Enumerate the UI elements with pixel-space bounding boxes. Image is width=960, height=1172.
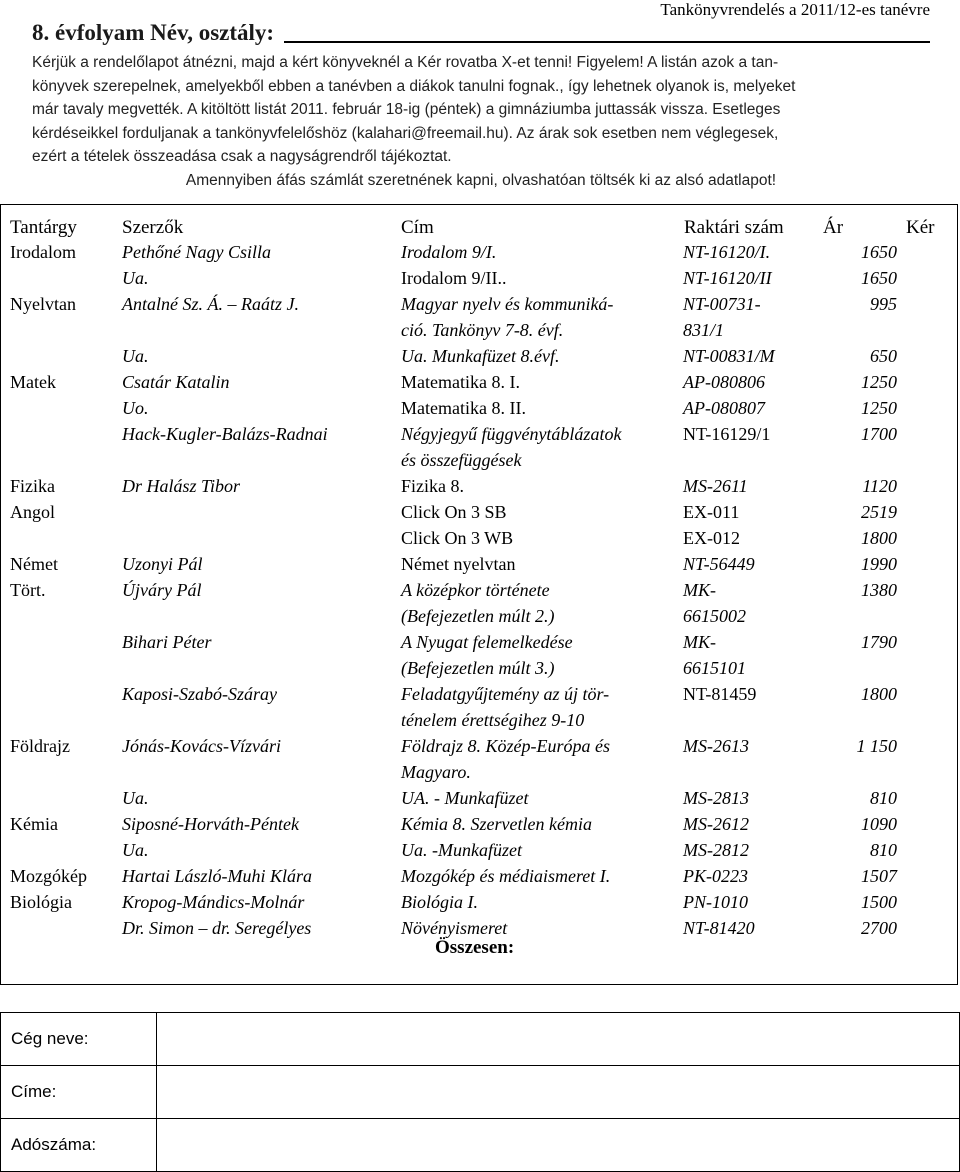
- order-mark-cell[interactable]: [906, 811, 951, 837]
- cell-author: Uzonyi Pál: [122, 554, 203, 574]
- order-mark-cell[interactable]: [906, 265, 951, 291]
- cell-price: 1090: [861, 814, 897, 834]
- order-mark-cell[interactable]: [906, 889, 951, 915]
- cell-price: 810: [870, 840, 897, 860]
- order-mark-cell[interactable]: [906, 525, 951, 551]
- cell-title: (Befejezetlen múlt 3.): [401, 658, 555, 678]
- cell-title: Magyar nyelv és kommuniká-: [401, 294, 614, 314]
- cell-code: 6615002: [683, 606, 746, 626]
- cell-author: Ua.: [122, 268, 149, 288]
- cell-title: Ua. -Munkafüzet: [401, 840, 522, 860]
- order-mark-cell[interactable]: [906, 395, 951, 421]
- column-header-price: Ár: [823, 217, 844, 238]
- cell-price: 1380: [861, 580, 897, 600]
- cell-code: AP-080806: [683, 372, 765, 392]
- company-tax-label: Adószáma:: [1, 1119, 157, 1172]
- cell-code: NT-81420: [683, 918, 755, 938]
- cell-title: ténelem érettségihez 9-10: [401, 710, 585, 730]
- order-mark-cell[interactable]: [906, 577, 951, 603]
- name-class-blank-line[interactable]: [284, 23, 930, 43]
- cell-title: Kémia 8. Szervetlen kémia: [401, 814, 592, 834]
- cell-title: Német nyelvtan: [401, 554, 516, 574]
- company-address-row: [1, 1066, 960, 1119]
- cell-author: Hartai László-Muhi Klára: [122, 866, 313, 886]
- cell-code: MS-2611: [683, 476, 748, 496]
- cell-code: NT-56449: [683, 554, 755, 574]
- order-mark-cell[interactable]: [906, 291, 951, 317]
- instructions-line: könyvek szerepelnek, amelyekből ebben a tanévben a diákok tanulni fognak., így lehetnek olyanok is, melyeket: [32, 77, 796, 95]
- cell-code: MS-2812: [683, 840, 749, 860]
- order-mark-cell[interactable]: [906, 863, 951, 889]
- cell-author: Csatár Katalin: [122, 372, 230, 392]
- cell-price: 1250: [861, 398, 897, 418]
- cell-price: 1500: [861, 892, 897, 912]
- cell-author: Ua.: [122, 840, 149, 860]
- cell-author: Dr. Simon – dr. Seregélyes: [122, 918, 312, 938]
- cell-title: Négyjegyű függvénytáblázatok: [401, 424, 622, 444]
- cell-title: Irodalom 9/II..: [401, 268, 507, 288]
- instructions-paragraph: [32, 51, 930, 192]
- cell-price: 1 150: [856, 736, 897, 756]
- cell-title: Magyaro.: [401, 762, 471, 782]
- cell-title: és összefüggések: [401, 450, 522, 470]
- cell-code: MS-2612: [683, 814, 749, 834]
- cell-price: 1650: [861, 268, 897, 288]
- cell-title: Biológia I.: [401, 892, 478, 912]
- instructions-line: ezért a tételek összeadása csak a nagyságrendről tájékoztat.: [32, 148, 452, 165]
- cell-title: ció. Tankönyv 7-8. évf.: [401, 320, 564, 340]
- cell-author: Ua.: [122, 788, 149, 808]
- order-year-caption: Tankönyvrendelés a 2011/12-es tanévre: [660, 0, 930, 19]
- cell-code: NT-00731-: [683, 294, 761, 314]
- cell-author: Kropog-Mándics-Molnár: [122, 892, 305, 912]
- cell-code: PK-0223: [683, 866, 748, 886]
- cell-subject: Matek: [10, 372, 56, 392]
- order-mark-cell[interactable]: [906, 421, 951, 447]
- cell-title: Ua. Munkafüzet 8.évf.: [401, 346, 560, 366]
- order-mark-cell[interactable]: [906, 915, 951, 941]
- order-mark-cell[interactable]: [906, 837, 951, 863]
- cell-code: EX-012: [683, 528, 740, 548]
- cell-title: Földrajz 8. Közép-Európa és: [401, 736, 610, 756]
- cell-subject: Angol: [10, 502, 55, 522]
- instructions-line: Kérjük a rendelőlapot átnézni, majd a kért könyveknél a Kér rovatba X-et tenni! Figyelem! A listán azok a tan-: [32, 54, 779, 71]
- order-mark-cell[interactable]: [906, 551, 951, 577]
- cell-code: NT-16129/1: [683, 424, 771, 444]
- cell-code: NT-16120/II: [683, 268, 772, 288]
- invoice-note: Amennyiben áfás számlát szeretnének kapni, olvashatóan töltsék ki az alsó adatlapot!: [185, 171, 777, 189]
- cell-code: MK-: [683, 632, 716, 652]
- order-mark-cell[interactable]: [906, 629, 951, 655]
- cell-price: 1990: [861, 554, 897, 574]
- cell-title: (Befejezetlen múlt 2.): [401, 606, 555, 626]
- cell-title: A Nyugat felemelkedése: [401, 632, 573, 652]
- cell-author: Kaposi-Szabó-Száray: [122, 684, 278, 704]
- company-tax-field[interactable]: [157, 1119, 960, 1172]
- cell-price: 2519: [861, 502, 897, 522]
- cell-price: 1790: [861, 632, 897, 652]
- cell-title: Irodalom 9/I.: [401, 242, 497, 262]
- company-name-row: [1, 1013, 960, 1066]
- cell-code: MK-: [683, 580, 716, 600]
- cell-author: Dr Halász Tibor: [122, 476, 241, 496]
- cell-code: 831/1: [683, 320, 725, 340]
- column-header-subject: Tantárgy: [10, 217, 77, 238]
- cell-price: 1800: [861, 528, 897, 548]
- cell-subject: Irodalom: [10, 242, 76, 262]
- cell-subject: Biológia: [10, 892, 72, 912]
- cell-subject: Fizika: [10, 476, 55, 496]
- company-address-field[interactable]: [157, 1066, 960, 1119]
- cell-code: MS-2813: [683, 788, 749, 808]
- cell-title: A középkor története: [401, 580, 550, 600]
- cell-title: Matematika 8. I.: [401, 372, 520, 392]
- cell-code: NT-00831/M: [683, 346, 775, 366]
- company-invoice-form: [0, 1012, 960, 1172]
- cell-subject: Tört.: [10, 580, 46, 600]
- cell-price: 1507: [861, 866, 897, 886]
- cell-subject: Német: [10, 554, 58, 574]
- cell-subject: Földrajz: [10, 736, 70, 756]
- cell-price: 995: [870, 294, 897, 314]
- cell-title: Fizika 8.: [401, 476, 464, 496]
- cell-code: AP-080807: [683, 398, 765, 418]
- company-tax-row: [1, 1119, 960, 1172]
- cell-author: Hack-Kugler-Balázs-Radnai: [122, 424, 328, 444]
- column-header-order: Kér: [906, 217, 935, 238]
- cell-subject: Nyelvtan: [10, 294, 76, 314]
- instructions-line: már tavaly megvették. A kitöltött listát 2011. február 18-ig (péntek) a gimnáziumba juttassák vissza. Esetleges: [32, 101, 781, 118]
- cell-subject: Kémia: [10, 814, 58, 834]
- book-order-table: [0, 204, 958, 985]
- order-mark-cell[interactable]: [906, 343, 951, 369]
- order-mark-cell[interactable]: [906, 369, 951, 395]
- cell-author: Antalné Sz. Á. – Raátz J.: [122, 294, 299, 314]
- cell-title: Növényismeret: [401, 918, 508, 938]
- cell-code: NT-81459: [683, 684, 757, 704]
- cell-author: Bihari Péter: [122, 632, 212, 652]
- company-name-label: Cég neve:: [1, 1013, 157, 1066]
- page-title: [32, 20, 930, 46]
- order-mark-cell[interactable]: [906, 239, 951, 265]
- order-mark-cell[interactable]: [906, 733, 951, 759]
- cell-price: 1120: [862, 476, 897, 496]
- cell-author: Újváry Pál: [122, 580, 202, 600]
- cell-price: 810: [870, 788, 897, 808]
- column-header-authors: Szerzők: [122, 217, 184, 238]
- company-name-field[interactable]: [157, 1013, 960, 1066]
- cell-title: Feladatgyűjtemény az új tör-: [401, 684, 610, 704]
- cell-title: UA. - Munkafüzet: [401, 788, 529, 808]
- cell-code: 6615101: [683, 658, 746, 678]
- cell-author: Uo.: [122, 398, 149, 418]
- cell-title: Click On 3 WB: [401, 528, 514, 548]
- column-header-code: Raktári szám: [684, 217, 784, 238]
- cell-title: Mozgókép és médiaismeret I.: [401, 866, 611, 886]
- cell-price: 1250: [861, 372, 897, 392]
- cell-title: Matematika 8. II.: [401, 398, 526, 418]
- total-label: Összesen:: [435, 937, 515, 958]
- title-text: 8. évfolyam Név, osztály:: [32, 20, 275, 45]
- column-header-title: Cím: [401, 217, 434, 238]
- cell-code: PN-1010: [683, 892, 748, 912]
- company-address-label: Címe:: [1, 1066, 157, 1119]
- cell-price: 1700: [861, 424, 897, 444]
- order-mark-cell[interactable]: [906, 473, 951, 499]
- cell-subject: Mozgókép: [10, 866, 87, 886]
- order-mark-cell[interactable]: [906, 499, 951, 525]
- cell-author: Pethőné Nagy Csilla: [122, 242, 271, 262]
- cell-author: Ua.: [122, 346, 149, 366]
- cell-title: Click On 3 SB: [401, 502, 507, 522]
- cell-code: NT-16120/I.: [683, 242, 771, 262]
- cell-code: MS-2613: [683, 736, 749, 756]
- cell-author: Jónás-Kovács-Vízvári: [122, 736, 281, 756]
- cell-price: 650: [870, 346, 897, 366]
- cell-code: EX-011: [683, 502, 740, 522]
- cell-price: 1800: [861, 684, 897, 704]
- order-mark-cell[interactable]: [906, 681, 951, 707]
- instructions-line: kérdéseikkel forduljanak a tankönyvfelelőshöz (kalahari@freemail.hu). Az árak sok esetben nem véglegesek,: [32, 124, 779, 142]
- cell-price: 2700: [861, 918, 897, 938]
- cell-author: Siposné-Horváth-Péntek: [122, 814, 299, 834]
- cell-price: 1650: [861, 242, 897, 262]
- order-mark-cell[interactable]: [906, 785, 951, 811]
